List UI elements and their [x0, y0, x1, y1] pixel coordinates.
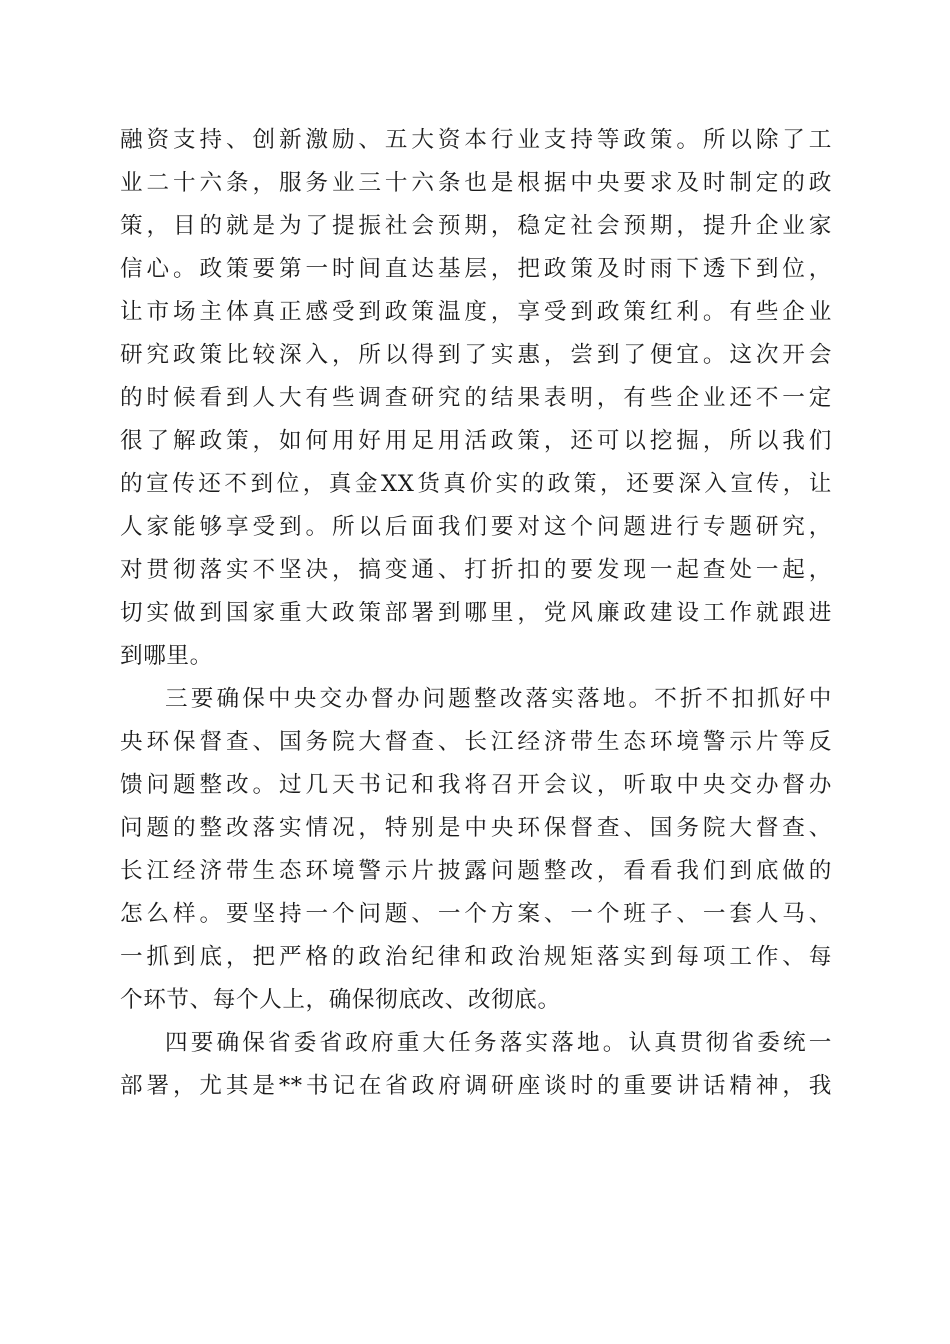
text-line: 一抓到底，把严格的政治纪律和政治规矩落实到每项工作、每	[120, 944, 832, 970]
text-line: 让市场主体真正感受到政策温度，享受到政策红利。有些企业	[120, 299, 832, 325]
text-line: 的时候看到人大有些调查研究的结果表明，有些企业还不一定	[120, 385, 832, 411]
paragraph-2	[120, 678, 832, 1022]
text-line: 信心。政策要第一时间直达基层，把政策及时雨下透下到位，	[120, 256, 832, 282]
paragraph-1	[120, 119, 832, 678]
text-line: 很了解政策，如何用好用足用活政策，还可以挖掘，所以我们	[120, 428, 832, 454]
text-line: 怎么样。要坚持一个问题、一个方案、一个班子、一套人马、	[120, 901, 832, 927]
text-line: 馈问题整改。过几天书记和我将召开会议，听取中央交办督办	[120, 772, 832, 798]
text-line: 策，目的就是为了提振社会预期，稳定社会预期，提升企业家	[120, 213, 832, 239]
text-line: 四要确保省委省政府重大任务落实落地。认真贯彻省委统一	[165, 1030, 832, 1056]
text-line: 研究政策比较深入，所以得到了实惠，尝到了便宜。这次开会	[120, 342, 832, 368]
text-line: 业二十六条，服务业三十六条也是根据中央要求及时制定的政	[120, 170, 832, 196]
text-line: 人家能够享受到。所以后面我们要对这个问题进行专题研究，	[120, 514, 832, 540]
text-line: 部署，尤其是**书记在省政府调研座谈时的重要讲话精神，我	[120, 1073, 832, 1099]
text-line: 对贯彻落实不坚决，搞变通、打折扣的要发现一起查处一起，	[120, 557, 832, 583]
text-line: 融资支持、创新激励、五大资本行业支持等政策。所以除了工	[120, 127, 832, 153]
text-line: 到哪里。	[120, 643, 213, 669]
text-line: 长江经济带生态环境警示片披露问题整改，看看我们到底做的	[120, 858, 832, 884]
text-line: 个环节、每个人上，确保彻底改、改彻底。	[120, 987, 561, 1013]
text-line: 切实做到国家重大政策部署到哪里，党风廉政建设工作就跟进	[120, 600, 832, 626]
paragraph-3	[120, 1022, 832, 1108]
text-line: 央环保督查、国务院大督查、长江经济带生态环境警示片等反	[120, 729, 832, 755]
text-line: 的宣传还不到位，真金XX货真价实的政策，还要深入宣传，让	[120, 471, 832, 497]
text-line: 问题的整改落实情况，特别是中央环保督查、国务院大督查、	[120, 815, 832, 841]
text-line: 三要确保中央交办督办问题整改落实落地。不折不扣抓好中	[165, 686, 832, 712]
